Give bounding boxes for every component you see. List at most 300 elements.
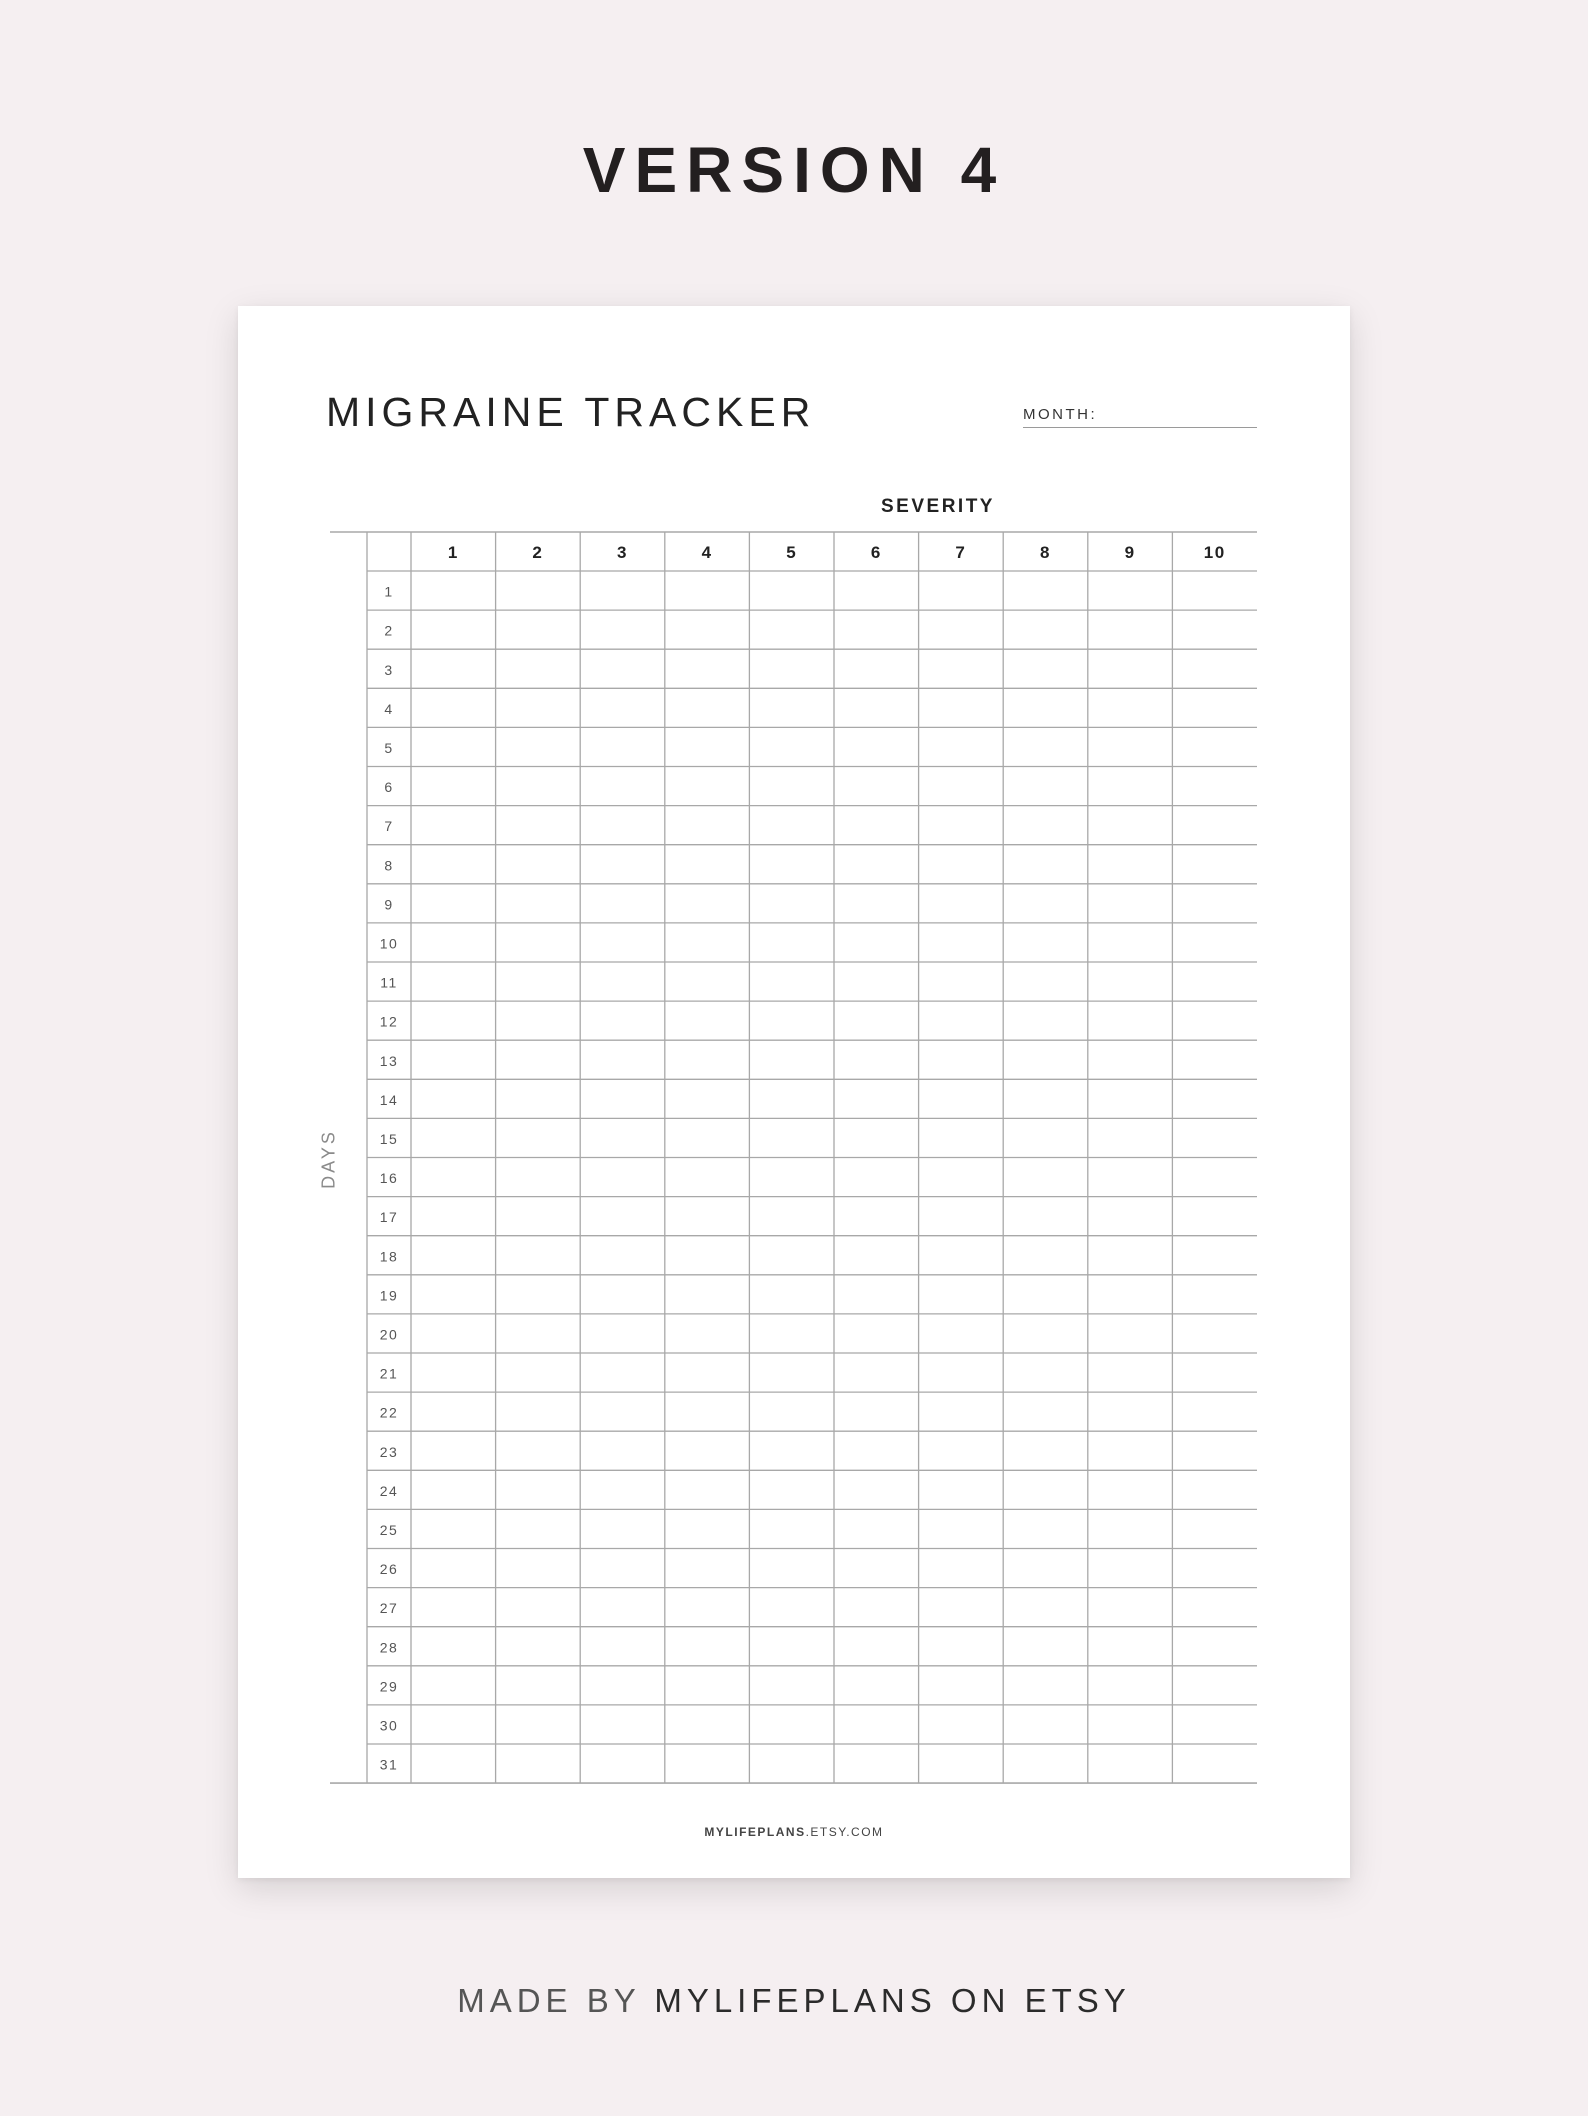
severity-cell[interactable] bbox=[1004, 1471, 1087, 1508]
severity-cell[interactable] bbox=[1004, 1080, 1087, 1117]
severity-cell[interactable] bbox=[920, 1550, 1003, 1587]
severity-cell[interactable] bbox=[1173, 807, 1256, 844]
severity-cell[interactable] bbox=[666, 1745, 749, 1782]
severity-cell[interactable] bbox=[666, 689, 749, 726]
severity-cell[interactable] bbox=[1173, 689, 1256, 726]
severity-cell[interactable] bbox=[666, 1237, 749, 1274]
severity-cell[interactable] bbox=[750, 572, 833, 609]
severity-cell[interactable] bbox=[920, 924, 1003, 961]
severity-cell[interactable] bbox=[1089, 728, 1172, 765]
severity-cell[interactable] bbox=[1089, 885, 1172, 922]
severity-cell[interactable] bbox=[920, 1119, 1003, 1156]
severity-cell[interactable] bbox=[1004, 807, 1087, 844]
severity-cell[interactable] bbox=[1089, 768, 1172, 805]
severity-cell[interactable] bbox=[750, 1041, 833, 1078]
severity-cell[interactable] bbox=[666, 1198, 749, 1235]
severity-cell[interactable] bbox=[1004, 1041, 1087, 1078]
severity-cell[interactable] bbox=[581, 1393, 664, 1430]
severity-cell[interactable] bbox=[1089, 1589, 1172, 1626]
severity-cell[interactable] bbox=[750, 689, 833, 726]
severity-cell[interactable] bbox=[666, 1706, 749, 1743]
severity-cell[interactable] bbox=[497, 846, 580, 883]
severity-cell[interactable] bbox=[835, 1550, 918, 1587]
severity-cell[interactable] bbox=[666, 572, 749, 609]
severity-cell[interactable] bbox=[835, 1080, 918, 1117]
severity-cell[interactable] bbox=[920, 572, 1003, 609]
severity-cell[interactable] bbox=[581, 1198, 664, 1235]
severity-cell[interactable] bbox=[835, 728, 918, 765]
severity-cell[interactable] bbox=[835, 1432, 918, 1469]
severity-cell[interactable] bbox=[497, 650, 580, 687]
severity-cell[interactable] bbox=[581, 728, 664, 765]
severity-cell[interactable] bbox=[497, 1745, 580, 1782]
severity-cell[interactable] bbox=[1004, 1002, 1087, 1039]
severity-cell[interactable] bbox=[497, 1237, 580, 1274]
severity-cell[interactable] bbox=[835, 1354, 918, 1391]
severity-cell[interactable] bbox=[497, 1628, 580, 1665]
severity-cell[interactable] bbox=[750, 1080, 833, 1117]
severity-cell[interactable] bbox=[412, 1080, 495, 1117]
severity-cell[interactable] bbox=[666, 1667, 749, 1704]
severity-cell[interactable] bbox=[1004, 885, 1087, 922]
severity-cell[interactable] bbox=[1173, 572, 1256, 609]
severity-cell[interactable] bbox=[1173, 1550, 1256, 1587]
severity-cell[interactable] bbox=[412, 1159, 495, 1196]
severity-cell[interactable] bbox=[581, 1159, 664, 1196]
severity-cell[interactable] bbox=[1004, 1745, 1087, 1782]
severity-cell[interactable] bbox=[1089, 846, 1172, 883]
severity-cell[interactable] bbox=[666, 728, 749, 765]
severity-cell[interactable] bbox=[497, 1080, 580, 1117]
severity-cell[interactable] bbox=[1004, 1119, 1087, 1156]
severity-cell[interactable] bbox=[1173, 1315, 1256, 1352]
severity-cell[interactable] bbox=[412, 1119, 495, 1156]
severity-cell[interactable] bbox=[1089, 1628, 1172, 1665]
severity-cell[interactable] bbox=[835, 885, 918, 922]
severity-cell[interactable] bbox=[1004, 924, 1087, 961]
severity-cell[interactable] bbox=[666, 1002, 749, 1039]
severity-cell[interactable] bbox=[1173, 1471, 1256, 1508]
severity-cell[interactable] bbox=[666, 1589, 749, 1626]
severity-cell[interactable] bbox=[412, 650, 495, 687]
severity-cell[interactable] bbox=[497, 768, 580, 805]
severity-cell[interactable] bbox=[920, 1002, 1003, 1039]
severity-cell[interactable] bbox=[412, 1276, 495, 1313]
severity-cell[interactable] bbox=[412, 846, 495, 883]
severity-cell[interactable] bbox=[1004, 572, 1087, 609]
severity-cell[interactable] bbox=[750, 1119, 833, 1156]
severity-cell[interactable] bbox=[1004, 611, 1087, 648]
severity-cell[interactable] bbox=[666, 807, 749, 844]
severity-cell[interactable] bbox=[1004, 963, 1087, 1000]
severity-cell[interactable] bbox=[1173, 1667, 1256, 1704]
severity-cell[interactable] bbox=[581, 924, 664, 961]
severity-cell[interactable] bbox=[1173, 963, 1256, 1000]
severity-cell[interactable] bbox=[920, 1706, 1003, 1743]
severity-cell[interactable] bbox=[835, 846, 918, 883]
severity-cell[interactable] bbox=[1004, 728, 1087, 765]
severity-cell[interactable] bbox=[1004, 1550, 1087, 1587]
severity-cell[interactable] bbox=[581, 1471, 664, 1508]
severity-cell[interactable] bbox=[412, 1589, 495, 1626]
severity-cell[interactable] bbox=[750, 728, 833, 765]
severity-cell[interactable] bbox=[666, 885, 749, 922]
severity-cell[interactable] bbox=[835, 1471, 918, 1508]
severity-cell[interactable] bbox=[412, 963, 495, 1000]
severity-cell[interactable] bbox=[920, 650, 1003, 687]
severity-cell[interactable] bbox=[497, 885, 580, 922]
severity-cell[interactable] bbox=[412, 1510, 495, 1547]
severity-cell[interactable] bbox=[581, 1432, 664, 1469]
severity-cell[interactable] bbox=[1173, 1628, 1256, 1665]
severity-cell[interactable] bbox=[412, 1550, 495, 1587]
severity-cell[interactable] bbox=[497, 807, 580, 844]
severity-cell[interactable] bbox=[750, 1315, 833, 1352]
severity-cell[interactable] bbox=[750, 1628, 833, 1665]
severity-cell[interactable] bbox=[666, 768, 749, 805]
severity-cell[interactable] bbox=[1089, 1002, 1172, 1039]
severity-cell[interactable] bbox=[666, 1315, 749, 1352]
severity-cell[interactable] bbox=[581, 689, 664, 726]
severity-cell[interactable] bbox=[835, 1276, 918, 1313]
severity-cell[interactable] bbox=[581, 963, 664, 1000]
severity-cell[interactable] bbox=[1173, 1432, 1256, 1469]
severity-cell[interactable] bbox=[1004, 846, 1087, 883]
severity-cell[interactable] bbox=[835, 1628, 918, 1665]
severity-cell[interactable] bbox=[1173, 611, 1256, 648]
severity-cell[interactable] bbox=[1089, 1159, 1172, 1196]
severity-cell[interactable] bbox=[1004, 1315, 1087, 1352]
severity-cell[interactable] bbox=[1173, 1354, 1256, 1391]
severity-cell[interactable] bbox=[920, 1471, 1003, 1508]
severity-cell[interactable] bbox=[835, 572, 918, 609]
severity-cell[interactable] bbox=[581, 1315, 664, 1352]
severity-cell[interactable] bbox=[412, 1432, 495, 1469]
severity-cell[interactable] bbox=[1004, 1667, 1087, 1704]
severity-cell[interactable] bbox=[920, 846, 1003, 883]
severity-cell[interactable] bbox=[1089, 611, 1172, 648]
severity-cell[interactable] bbox=[666, 611, 749, 648]
severity-cell[interactable] bbox=[1089, 1237, 1172, 1274]
severity-cell[interactable] bbox=[920, 1393, 1003, 1430]
severity-cell[interactable] bbox=[1089, 1550, 1172, 1587]
severity-cell[interactable] bbox=[412, 885, 495, 922]
severity-cell[interactable] bbox=[581, 807, 664, 844]
severity-cell[interactable] bbox=[750, 1706, 833, 1743]
severity-cell[interactable] bbox=[497, 1706, 580, 1743]
severity-cell[interactable] bbox=[581, 1628, 664, 1665]
severity-cell[interactable] bbox=[1004, 1159, 1087, 1196]
severity-cell[interactable] bbox=[666, 846, 749, 883]
severity-cell[interactable] bbox=[1089, 689, 1172, 726]
severity-cell[interactable] bbox=[920, 1354, 1003, 1391]
severity-cell[interactable] bbox=[920, 1198, 1003, 1235]
severity-cell[interactable] bbox=[920, 885, 1003, 922]
severity-cell[interactable] bbox=[750, 885, 833, 922]
severity-cell[interactable] bbox=[497, 728, 580, 765]
severity-cell[interactable] bbox=[497, 572, 580, 609]
severity-cell[interactable] bbox=[581, 1276, 664, 1313]
severity-cell[interactable] bbox=[412, 1002, 495, 1039]
severity-cell[interactable] bbox=[581, 768, 664, 805]
severity-cell[interactable] bbox=[1089, 1354, 1172, 1391]
severity-cell[interactable] bbox=[412, 1315, 495, 1352]
severity-cell[interactable] bbox=[1173, 1119, 1256, 1156]
severity-cell[interactable] bbox=[750, 1667, 833, 1704]
severity-cell[interactable] bbox=[1173, 1393, 1256, 1430]
severity-cell[interactable] bbox=[1173, 1002, 1256, 1039]
severity-cell[interactable] bbox=[666, 1080, 749, 1117]
severity-cell[interactable] bbox=[750, 1198, 833, 1235]
severity-cell[interactable] bbox=[412, 1667, 495, 1704]
severity-cell[interactable] bbox=[666, 963, 749, 1000]
severity-cell[interactable] bbox=[835, 1589, 918, 1626]
severity-cell[interactable] bbox=[666, 1471, 749, 1508]
severity-cell[interactable] bbox=[666, 1432, 749, 1469]
severity-cell[interactable] bbox=[1173, 885, 1256, 922]
severity-cell[interactable] bbox=[920, 1159, 1003, 1196]
severity-cell[interactable] bbox=[1004, 1276, 1087, 1313]
severity-cell[interactable] bbox=[835, 1002, 918, 1039]
severity-cell[interactable] bbox=[835, 1510, 918, 1547]
severity-cell[interactable] bbox=[581, 611, 664, 648]
severity-cell[interactable] bbox=[581, 1041, 664, 1078]
severity-cell[interactable] bbox=[835, 1315, 918, 1352]
severity-cell[interactable] bbox=[497, 611, 580, 648]
severity-cell[interactable] bbox=[581, 1237, 664, 1274]
severity-cell[interactable] bbox=[497, 1002, 580, 1039]
severity-cell[interactable] bbox=[412, 611, 495, 648]
severity-cell[interactable] bbox=[920, 1628, 1003, 1665]
severity-cell[interactable] bbox=[835, 1393, 918, 1430]
severity-cell[interactable] bbox=[750, 846, 833, 883]
severity-cell[interactable] bbox=[1089, 1432, 1172, 1469]
severity-cell[interactable] bbox=[750, 1745, 833, 1782]
severity-cell[interactable] bbox=[412, 807, 495, 844]
severity-cell[interactable] bbox=[581, 1354, 664, 1391]
severity-cell[interactable] bbox=[1173, 728, 1256, 765]
severity-cell[interactable] bbox=[920, 1667, 1003, 1704]
severity-cell[interactable] bbox=[1173, 924, 1256, 961]
severity-cell[interactable] bbox=[497, 689, 580, 726]
severity-cell[interactable] bbox=[412, 1628, 495, 1665]
severity-cell[interactable] bbox=[412, 728, 495, 765]
severity-cell[interactable] bbox=[750, 1393, 833, 1430]
severity-cell[interactable] bbox=[497, 1393, 580, 1430]
severity-cell[interactable] bbox=[1089, 963, 1172, 1000]
severity-cell[interactable] bbox=[835, 650, 918, 687]
severity-cell[interactable] bbox=[1089, 1706, 1172, 1743]
severity-cell[interactable] bbox=[412, 689, 495, 726]
severity-cell[interactable] bbox=[581, 572, 664, 609]
severity-cell[interactable] bbox=[666, 1393, 749, 1430]
severity-cell[interactable] bbox=[666, 1041, 749, 1078]
severity-cell[interactable] bbox=[750, 650, 833, 687]
severity-cell[interactable] bbox=[666, 1628, 749, 1665]
severity-cell[interactable] bbox=[920, 963, 1003, 1000]
severity-cell[interactable] bbox=[412, 924, 495, 961]
severity-cell[interactable] bbox=[581, 885, 664, 922]
severity-cell[interactable] bbox=[920, 1237, 1003, 1274]
severity-cell[interactable] bbox=[412, 1198, 495, 1235]
severity-cell[interactable] bbox=[412, 1745, 495, 1782]
severity-cell[interactable] bbox=[750, 1159, 833, 1196]
severity-cell[interactable] bbox=[497, 1667, 580, 1704]
severity-cell[interactable] bbox=[920, 807, 1003, 844]
severity-cell[interactable] bbox=[920, 1276, 1003, 1313]
severity-cell[interactable] bbox=[1004, 1589, 1087, 1626]
severity-cell[interactable] bbox=[581, 1667, 664, 1704]
severity-cell[interactable] bbox=[1173, 1276, 1256, 1313]
severity-cell[interactable] bbox=[835, 1198, 918, 1235]
severity-cell[interactable] bbox=[666, 1119, 749, 1156]
severity-cell[interactable] bbox=[1173, 1510, 1256, 1547]
severity-cell[interactable] bbox=[1004, 1237, 1087, 1274]
severity-cell[interactable] bbox=[1173, 1706, 1256, 1743]
severity-cell[interactable] bbox=[412, 1706, 495, 1743]
severity-cell[interactable] bbox=[835, 1041, 918, 1078]
severity-cell[interactable] bbox=[1004, 768, 1087, 805]
severity-cell[interactable] bbox=[666, 1276, 749, 1313]
severity-cell[interactable] bbox=[1173, 846, 1256, 883]
severity-cell[interactable] bbox=[835, 1667, 918, 1704]
severity-cell[interactable] bbox=[750, 1237, 833, 1274]
severity-cell[interactable] bbox=[497, 1589, 580, 1626]
severity-cell[interactable] bbox=[1004, 1393, 1087, 1430]
severity-cell[interactable] bbox=[581, 1589, 664, 1626]
severity-cell[interactable] bbox=[497, 1510, 580, 1547]
severity-cell[interactable] bbox=[1089, 1080, 1172, 1117]
severity-cell[interactable] bbox=[1004, 1510, 1087, 1547]
severity-cell[interactable] bbox=[666, 1159, 749, 1196]
severity-cell[interactable] bbox=[835, 611, 918, 648]
severity-cell[interactable] bbox=[497, 1315, 580, 1352]
severity-cell[interactable] bbox=[1173, 1080, 1256, 1117]
severity-cell[interactable] bbox=[581, 1550, 664, 1587]
severity-cell[interactable] bbox=[1089, 1510, 1172, 1547]
severity-cell[interactable] bbox=[750, 1276, 833, 1313]
severity-cell[interactable] bbox=[1173, 1198, 1256, 1235]
severity-cell[interactable] bbox=[835, 924, 918, 961]
severity-cell[interactable] bbox=[835, 1237, 918, 1274]
severity-cell[interactable] bbox=[497, 1119, 580, 1156]
severity-cell[interactable] bbox=[666, 1354, 749, 1391]
severity-cell[interactable] bbox=[750, 924, 833, 961]
severity-cell[interactable] bbox=[1173, 1745, 1256, 1782]
severity-cell[interactable] bbox=[1004, 1354, 1087, 1391]
severity-cell[interactable] bbox=[412, 572, 495, 609]
severity-cell[interactable] bbox=[497, 1550, 580, 1587]
severity-cell[interactable] bbox=[920, 768, 1003, 805]
severity-cell[interactable] bbox=[750, 807, 833, 844]
severity-cell[interactable] bbox=[1173, 1589, 1256, 1626]
severity-cell[interactable] bbox=[1004, 1706, 1087, 1743]
severity-cell[interactable] bbox=[835, 1119, 918, 1156]
severity-cell[interactable] bbox=[750, 1510, 833, 1547]
severity-cell[interactable] bbox=[581, 846, 664, 883]
severity-cell[interactable] bbox=[750, 611, 833, 648]
severity-cell[interactable] bbox=[1173, 1237, 1256, 1274]
severity-cell[interactable] bbox=[750, 1589, 833, 1626]
severity-cell[interactable] bbox=[1089, 1745, 1172, 1782]
severity-cell[interactable] bbox=[581, 650, 664, 687]
severity-cell[interactable] bbox=[1089, 1119, 1172, 1156]
severity-cell[interactable] bbox=[750, 1471, 833, 1508]
severity-cell[interactable] bbox=[1089, 1393, 1172, 1430]
severity-cell[interactable] bbox=[835, 1159, 918, 1196]
severity-cell[interactable] bbox=[581, 1706, 664, 1743]
severity-cell[interactable] bbox=[750, 1550, 833, 1587]
severity-cell[interactable] bbox=[497, 1432, 580, 1469]
severity-cell[interactable] bbox=[666, 650, 749, 687]
severity-cell[interactable] bbox=[497, 1198, 580, 1235]
severity-cell[interactable] bbox=[412, 1354, 495, 1391]
severity-cell[interactable] bbox=[1173, 768, 1256, 805]
severity-cell[interactable] bbox=[1089, 572, 1172, 609]
severity-cell[interactable] bbox=[835, 768, 918, 805]
severity-cell[interactable] bbox=[1089, 1276, 1172, 1313]
severity-cell[interactable] bbox=[666, 1510, 749, 1547]
severity-cell[interactable] bbox=[835, 963, 918, 1000]
severity-cell[interactable] bbox=[750, 1002, 833, 1039]
severity-cell[interactable] bbox=[581, 1080, 664, 1117]
severity-cell[interactable] bbox=[1173, 1041, 1256, 1078]
severity-cell[interactable] bbox=[497, 1276, 580, 1313]
severity-cell[interactable] bbox=[412, 1237, 495, 1274]
severity-cell[interactable] bbox=[581, 1510, 664, 1547]
severity-cell[interactable] bbox=[920, 1041, 1003, 1078]
severity-cell[interactable] bbox=[1004, 1198, 1087, 1235]
severity-cell[interactable] bbox=[666, 1550, 749, 1587]
severity-cell[interactable] bbox=[835, 1745, 918, 1782]
severity-cell[interactable] bbox=[497, 1471, 580, 1508]
severity-cell[interactable] bbox=[920, 1315, 1003, 1352]
severity-cell[interactable] bbox=[1004, 689, 1087, 726]
severity-cell[interactable] bbox=[835, 1706, 918, 1743]
severity-cell[interactable] bbox=[750, 1432, 833, 1469]
severity-cell[interactable] bbox=[1089, 1041, 1172, 1078]
severity-cell[interactable] bbox=[1004, 1432, 1087, 1469]
severity-cell[interactable] bbox=[920, 689, 1003, 726]
severity-cell[interactable] bbox=[497, 1159, 580, 1196]
severity-cell[interactable] bbox=[581, 1745, 664, 1782]
severity-cell[interactable] bbox=[1089, 807, 1172, 844]
severity-cell[interactable] bbox=[835, 807, 918, 844]
severity-cell[interactable] bbox=[497, 963, 580, 1000]
severity-cell[interactable] bbox=[1089, 1471, 1172, 1508]
severity-cell[interactable] bbox=[1089, 1667, 1172, 1704]
severity-cell[interactable] bbox=[497, 1041, 580, 1078]
severity-cell[interactable] bbox=[750, 768, 833, 805]
severity-cell[interactable] bbox=[666, 924, 749, 961]
severity-cell[interactable] bbox=[750, 963, 833, 1000]
severity-cell[interactable] bbox=[412, 1471, 495, 1508]
severity-cell[interactable] bbox=[581, 1002, 664, 1039]
severity-cell[interactable] bbox=[1004, 1628, 1087, 1665]
severity-cell[interactable] bbox=[497, 924, 580, 961]
severity-cell[interactable] bbox=[920, 611, 1003, 648]
severity-cell[interactable] bbox=[581, 1119, 664, 1156]
severity-cell[interactable] bbox=[920, 1510, 1003, 1547]
severity-cell[interactable] bbox=[1173, 650, 1256, 687]
severity-cell[interactable] bbox=[920, 728, 1003, 765]
severity-cell[interactable] bbox=[1089, 650, 1172, 687]
severity-cell[interactable] bbox=[412, 1041, 495, 1078]
severity-cell[interactable] bbox=[1089, 1198, 1172, 1235]
severity-cell[interactable] bbox=[835, 689, 918, 726]
severity-cell[interactable] bbox=[920, 1745, 1003, 1782]
severity-cell[interactable] bbox=[920, 1589, 1003, 1626]
